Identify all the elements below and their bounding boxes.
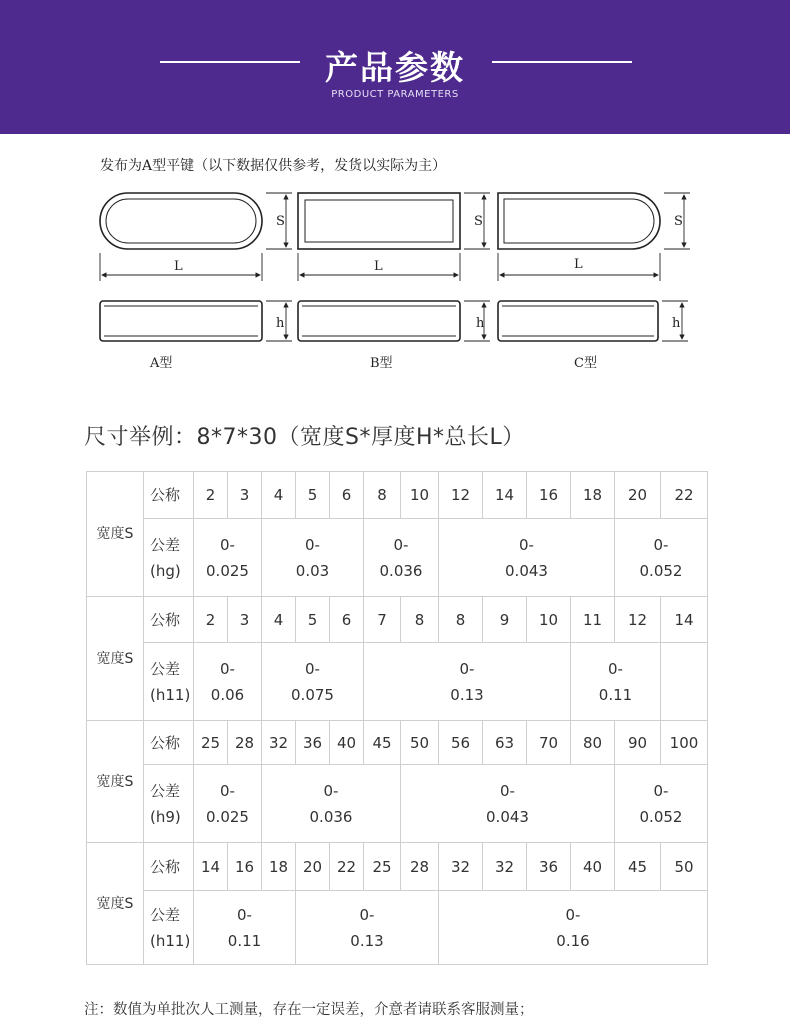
tolerance-lower: 0.13	[450, 685, 484, 704]
nominal-value: 100	[661, 721, 708, 765]
tolerance-lower: 0.052	[639, 561, 683, 580]
nominal-value: 22	[330, 843, 364, 891]
nominal-value: 25	[194, 721, 228, 765]
nominal-row	[87, 472, 708, 519]
header-banner	[0, 0, 790, 134]
nominal-value: 10	[401, 472, 439, 519]
tolerance-class: (hg)	[150, 561, 181, 580]
tolerance-value	[194, 765, 262, 843]
nominal-value: 28	[401, 843, 439, 891]
nominal-value: 18	[571, 472, 615, 519]
tolerance-value	[439, 519, 615, 597]
nominal-row	[87, 721, 708, 765]
nominal-value: 3	[228, 472, 262, 519]
tolerance-value	[615, 519, 708, 597]
dim-label-h-c: h	[672, 316, 681, 331]
key-a-side-view	[100, 301, 262, 341]
tolerance-row	[87, 891, 708, 965]
tolerance-value	[262, 765, 401, 843]
nominal-label: 公称	[144, 597, 194, 643]
tolerance-value	[615, 765, 708, 843]
tolerance-upper: 0-	[220, 535, 235, 554]
nominal-value: 16	[228, 843, 262, 891]
nominal-value: 90	[615, 721, 661, 765]
header-divider-right	[492, 61, 632, 63]
tolerance-label: 公差	[150, 781, 181, 800]
nominal-value: 20	[615, 472, 661, 519]
nominal-value: 28	[228, 721, 262, 765]
tolerance-label-cell	[144, 765, 194, 843]
width-s-label: 宽度S	[87, 597, 144, 721]
nominal-value: 25	[364, 843, 401, 891]
width-s-label: 宽度S	[87, 472, 144, 597]
dim-label-l-a: L	[174, 259, 183, 274]
tolerance-class: (h11)	[150, 685, 191, 704]
tolerance-upper: 0-	[608, 659, 623, 678]
tolerance-upper: 0-	[359, 905, 375, 924]
type-label-c: C型	[574, 356, 597, 371]
tolerance-upper: 0-	[237, 905, 252, 924]
nominal-value: 63	[483, 721, 527, 765]
tolerance-class: (h11)	[150, 931, 191, 950]
nominal-row	[87, 843, 708, 891]
tolerance-upper: 0-	[500, 781, 515, 800]
header-title: 产品参数	[325, 48, 465, 87]
tolerance-value	[364, 643, 571, 721]
tolerance-label-cell	[144, 519, 194, 597]
tolerance-lower: 0.13	[350, 931, 384, 950]
nominal-value: 8	[364, 472, 401, 519]
tolerance-upper: 0-	[220, 659, 235, 678]
nominal-value: 40	[330, 721, 364, 765]
tolerance-row	[87, 519, 708, 597]
type-label-b: B型	[370, 356, 393, 371]
tolerance-lower: 0.06	[210, 685, 245, 704]
tolerance-row	[87, 643, 708, 721]
tolerance-class: (h9)	[150, 807, 181, 826]
tolerance-lower: 0.036	[309, 807, 353, 826]
tolerance-upper: 0-	[305, 535, 320, 554]
tolerance-upper: 0-	[653, 781, 669, 800]
width-s-label: 宽度S	[87, 721, 144, 843]
tolerance-upper: 0-	[459, 659, 475, 678]
nominal-value: 36	[296, 721, 330, 765]
tolerance-value	[194, 891, 296, 965]
nominal-value: 10	[527, 597, 571, 643]
nominal-value: 40	[571, 843, 615, 891]
tolerance-label: 公差	[150, 905, 181, 924]
nominal-value: 8	[401, 597, 439, 643]
tolerance-lower: 0.043	[505, 561, 548, 580]
tolerance-label: 公差	[150, 659, 181, 678]
tolerance-row	[87, 765, 708, 843]
nominal-value: 11	[571, 597, 615, 643]
dim-label-s-c: S	[674, 214, 683, 229]
tolerance-upper: 0-	[323, 781, 339, 800]
key-type-drawing	[0, 175, 790, 375]
tolerance-upper: 0-	[653, 535, 669, 554]
tolerance-lower: 0.025	[206, 561, 249, 580]
dim-label-l-b: L	[374, 259, 383, 274]
nominal-value: 18	[262, 843, 296, 891]
nominal-value: 7	[364, 597, 401, 643]
dim-label-h-b: h	[476, 316, 485, 331]
key-c-top-view	[498, 193, 660, 249]
nominal-value: 2	[194, 597, 228, 643]
tolerance-upper: 0-	[305, 659, 320, 678]
nominal-value: 22	[661, 472, 708, 519]
nominal-label: 公称	[144, 721, 194, 765]
key-b-side-view	[298, 301, 460, 341]
dim-label-s-a: S	[276, 214, 285, 229]
nominal-value: 32	[439, 843, 483, 891]
nominal-value: 14	[194, 843, 228, 891]
nominal-value: 45	[364, 721, 401, 765]
tolerance-upper: 0-	[565, 905, 581, 924]
key-b-top-view	[298, 193, 460, 249]
key-a-top-view	[100, 193, 262, 249]
nominal-value: 9	[483, 597, 527, 643]
tolerance-value	[194, 643, 262, 721]
nominal-label: 公称	[144, 843, 194, 891]
nominal-row	[87, 597, 708, 643]
nominal-value: 8	[439, 597, 483, 643]
dim-label-l-c: L	[574, 257, 583, 272]
nominal-value: 80	[571, 721, 615, 765]
tolerance-value	[401, 765, 615, 843]
tolerance-upper: 0-	[519, 535, 534, 554]
nominal-value: 6	[330, 472, 364, 519]
tolerance-lower: 0.16	[556, 931, 590, 950]
tolerance-lower: 0.075	[291, 685, 334, 704]
tolerance-label: 公差	[150, 535, 181, 554]
tolerance-lower: 0.043	[486, 807, 529, 826]
type-label-a: A型	[150, 356, 173, 371]
tolerance-value	[194, 519, 262, 597]
tolerance-value	[296, 891, 439, 965]
dim-label-h-a: h	[276, 316, 285, 331]
tolerance-lower: 0.025	[206, 807, 249, 826]
tolerance-upper: 0-	[220, 781, 235, 800]
nominal-value: 50	[661, 843, 708, 891]
tolerance-value	[364, 519, 439, 597]
width-s-label: 宽度S	[87, 843, 144, 965]
tolerance-value	[439, 891, 708, 965]
nominal-value: 14	[661, 597, 708, 643]
footer-note: 注：数值为单批次人工测量，存在一定误差，介意者请联系客服测量；	[84, 1002, 534, 1018]
tolerance-lower: 0.052	[639, 807, 683, 826]
nominal-value: 32	[483, 843, 527, 891]
tolerance-value	[571, 643, 661, 721]
nominal-value: 16	[527, 472, 571, 519]
tolerance-lower: 0.036	[379, 561, 423, 580]
diagram-caption: 发布为A型平键（以下数据仅供参考，发货以实际为主）	[100, 158, 447, 174]
spec-table	[86, 471, 708, 965]
tolerance-label-cell	[144, 643, 194, 721]
nominal-value: 12	[615, 597, 661, 643]
nominal-value: 56	[439, 721, 483, 765]
nominal-value: 12	[439, 472, 483, 519]
header-subtitle: PRODUCT PARAMETERS	[331, 89, 459, 100]
nominal-value: 45	[615, 843, 661, 891]
nominal-value: 5	[296, 597, 330, 643]
tolerance-lower: 0.11	[227, 931, 262, 950]
nominal-value: 32	[262, 721, 296, 765]
nominal-value: 70	[527, 721, 571, 765]
nominal-value: 50	[401, 721, 439, 765]
tolerance-lower: 0.11	[598, 685, 633, 704]
nominal-value: 14	[483, 472, 527, 519]
tolerance-value	[262, 519, 364, 597]
nominal-value: 36	[527, 843, 571, 891]
tolerance-value	[661, 643, 708, 721]
key-c-side-view	[498, 301, 658, 341]
tolerance-lower: 0.03	[295, 561, 330, 580]
nominal-value: 20	[296, 843, 330, 891]
tolerance-label-cell	[144, 891, 194, 965]
tolerance-value	[262, 643, 364, 721]
size-example: 尺寸举例：8*7*30（宽度S*厚度H*总长L）	[84, 425, 525, 450]
nominal-value: 2	[194, 472, 228, 519]
dim-label-s-b: S	[474, 214, 483, 229]
nominal-value: 6	[330, 597, 364, 643]
nominal-value: 3	[228, 597, 262, 643]
nominal-label: 公称	[144, 472, 194, 519]
nominal-value: 4	[262, 597, 296, 643]
nominal-value: 5	[296, 472, 330, 519]
nominal-value: 4	[262, 472, 296, 519]
tolerance-upper: 0-	[393, 535, 409, 554]
